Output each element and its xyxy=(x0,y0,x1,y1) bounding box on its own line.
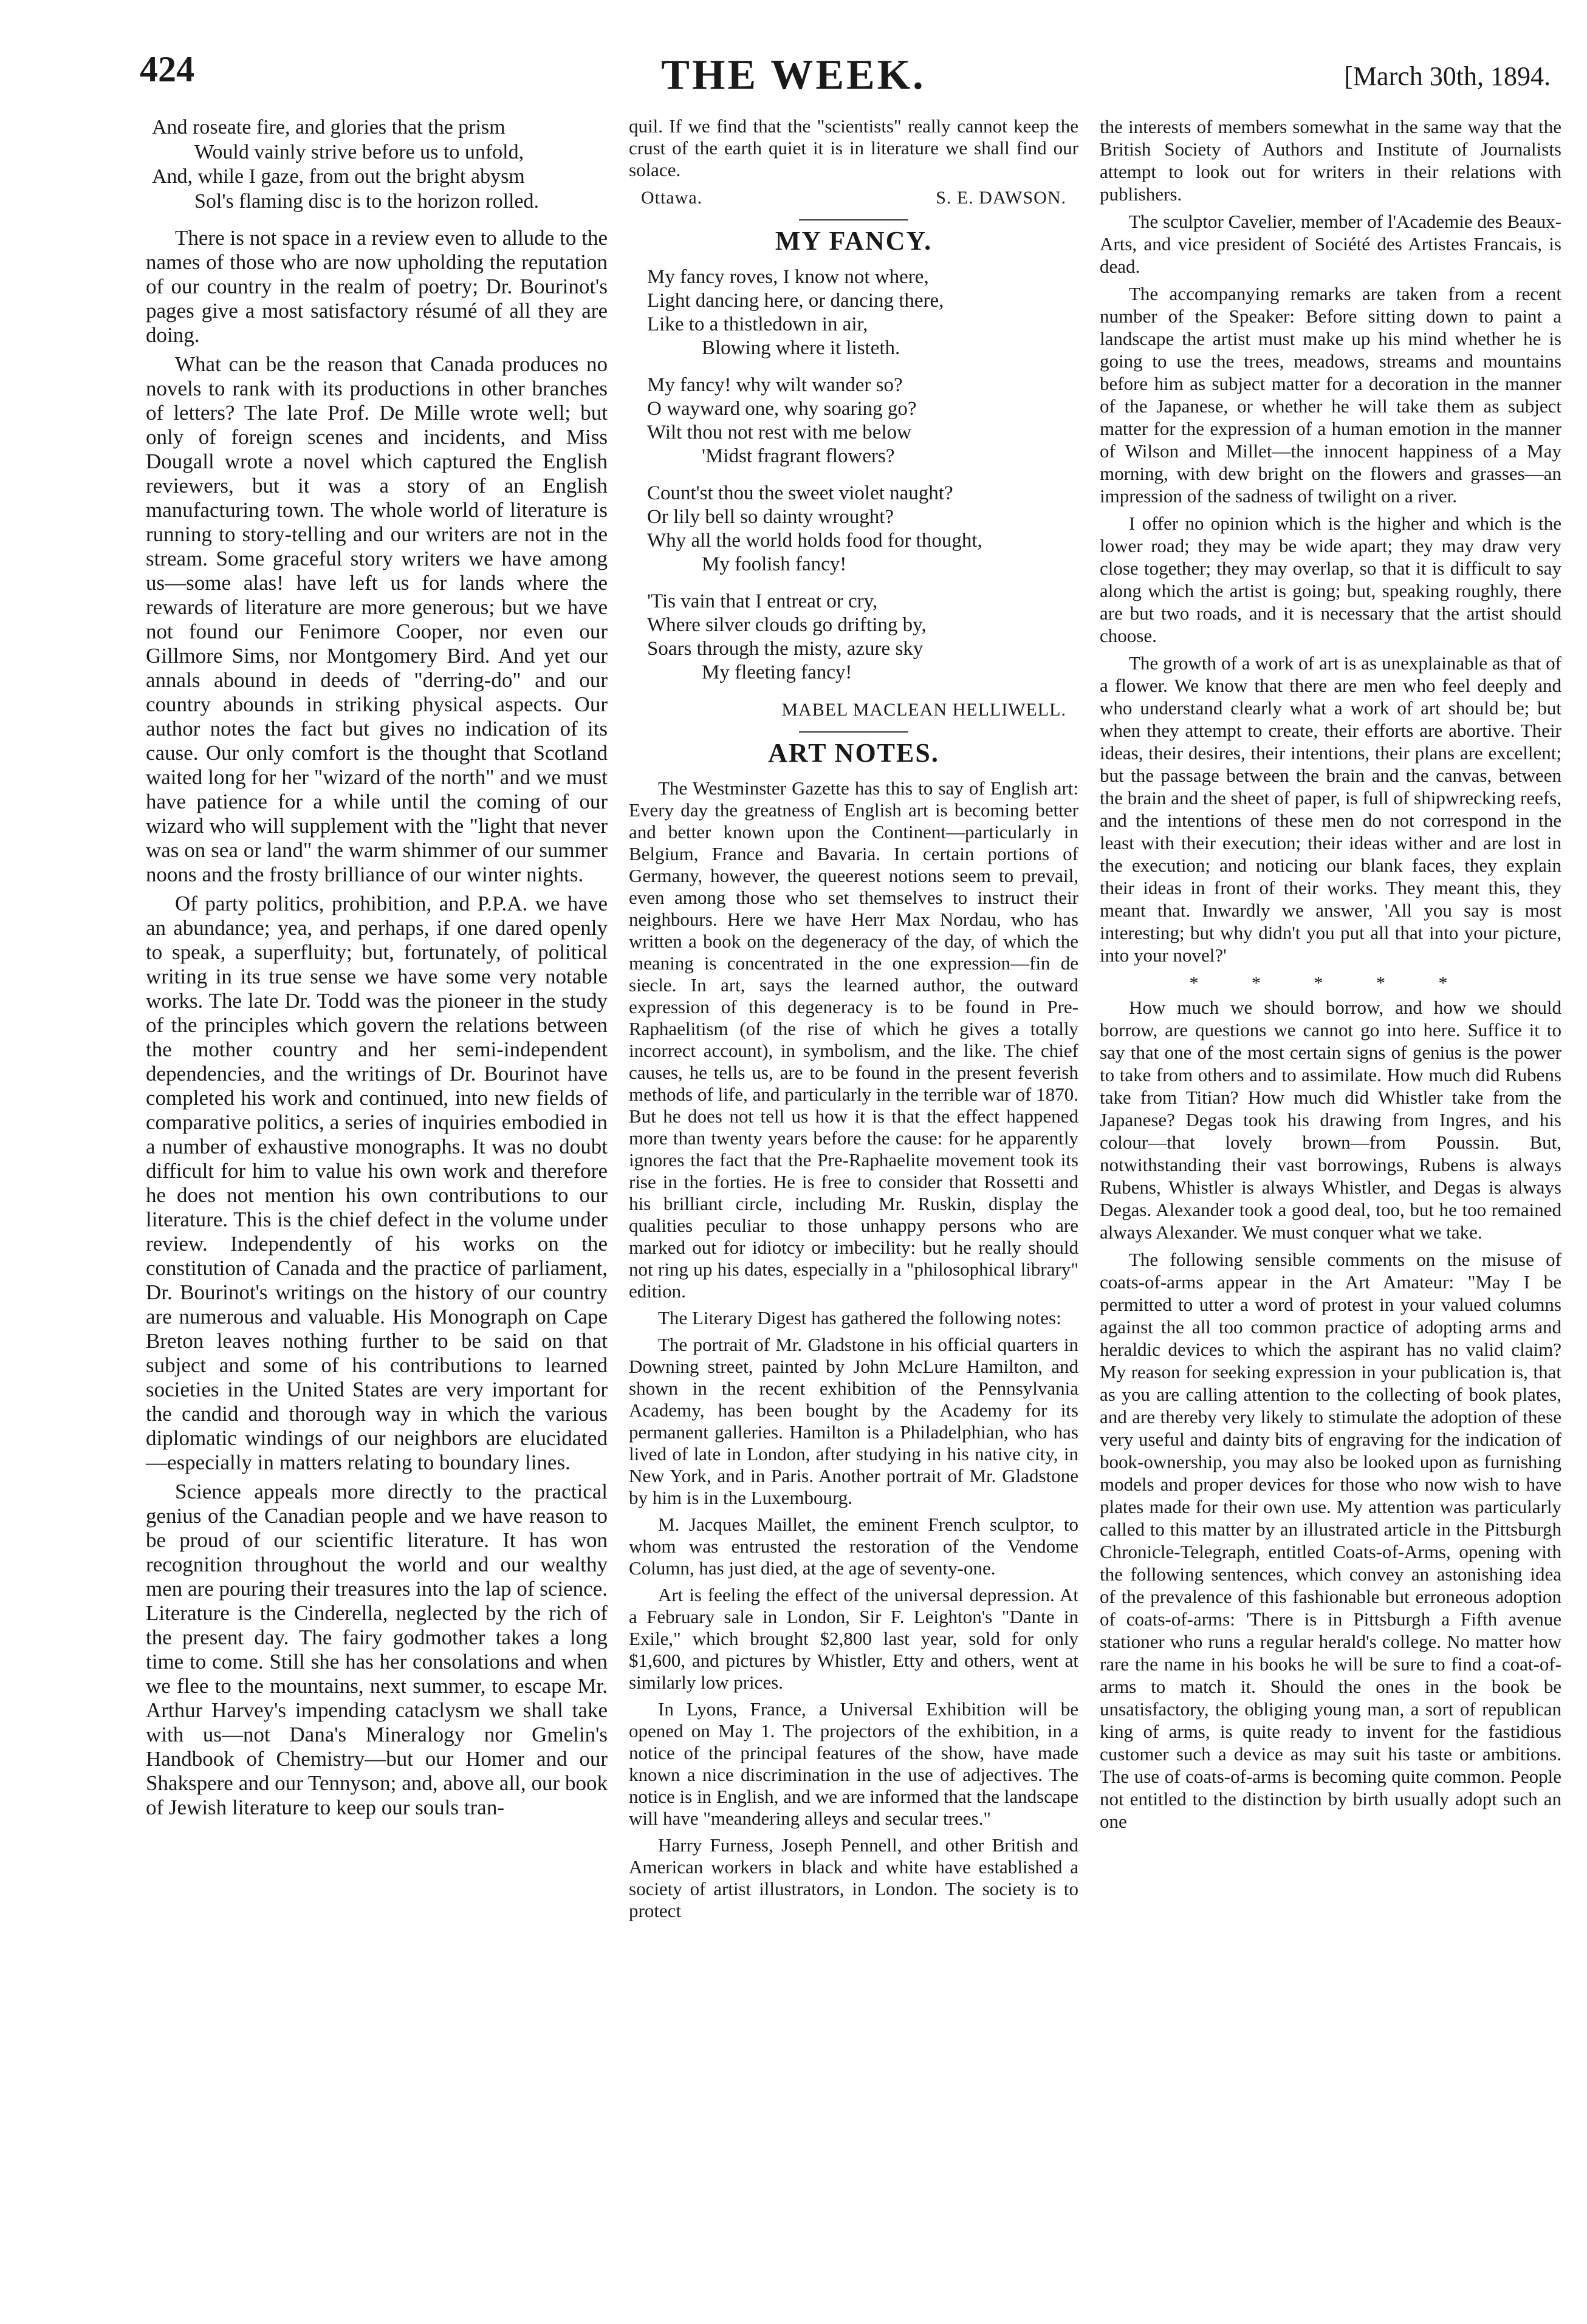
signature-name: S. E. DAWSON. xyxy=(936,188,1066,208)
poem-line: 'Tis vain that I entreat or cry, xyxy=(647,590,878,612)
poem-line: Light dancing here, or dancing there, xyxy=(647,290,944,312)
paragraph: the interests of members somewhat in the same way that the British Society of Authors and Institute of Journalists attempt to look out for writers in their relations with publishers. xyxy=(1100,116,1561,205)
poem-line: My fancy roves, I know not where, xyxy=(647,266,929,288)
section-title: ART NOTES. xyxy=(768,737,939,768)
masthead: THE WEEK. xyxy=(661,52,926,98)
poem-line: O wayward one, why soaring go? xyxy=(647,398,917,420)
paragraph: Science appeals more directly to the practical genius of the Canadian people and we have reason to be proud of our scientific literature. It has won recognition throughout the world and our wealthy men are pouring their treasures into the lap of science. Literature is the Cinderella, neglected by the rich of the present day. The fairy godmother takes a long time to come. Still she has her consolations and when we flee to the mountains, next summer, to escape Mr. Arthur Harvey's impending cataclysm we shall take with us—not Dana's Mineralogy nor Gmelin's Handbook of Chemistry—but our Homer and our Shakspere and our Tennyson; and, above all, our book of Jewish literature to keep our souls tran- xyxy=(146,1480,608,1819)
issue-date: [March 30th, 1894. xyxy=(1344,61,1551,91)
paragraph: The Literary Digest has gathered the following notes: xyxy=(658,1307,1061,1328)
poem-stanza xyxy=(647,374,1078,468)
poem-line: Count'st thou the sweet violet naught? xyxy=(647,482,953,504)
poem-stanza xyxy=(647,482,1078,576)
column-2 xyxy=(629,115,1078,1927)
poem-line: Soars through the misty, azure sky xyxy=(647,638,924,660)
paragraph: Of party politics, prohibition, and P.P.A. we have an abundance; yea, and perhaps, if one dared openly to speak, a superfluity; but, fortunately, of political writing in its true sense we have some very notable works. The late Dr. Todd was the pioneer in the study of the principles which govern the relations between the mother country and her semi-independent dependencies, and the writings of Dr. Bourinot have completed his work and continued, into new fields of comparative politics, a series of inquiries embodied in a number of exhaustive monographs. It was no doubt difficult for him to value his own work and therefore he does not mention his own contributions to our literature. This is the chief defect in the volume under review. Independently of his works on the constitution of Canada and the practice of parliament, Dr. Bourinot's writings on the history of our country are numerous and valuable. His Monograph on Cape Breton leaves nothing further to be said on that subject and some of his contributions to learned societies in the United States are very important for the candid and thorough way in which the various diplomatic windings of our neighbors are elucidated—especially in matters relating to boundary lines. xyxy=(146,892,608,1474)
poem-line: Where silver clouds go drifting by, xyxy=(647,614,927,636)
signature xyxy=(641,186,1066,211)
paragraph: There is not space in a review even to allude to the names of those who are now upholding the reputation of our country in the realm of poetry; Dr. Bourinot's pages give a most satisfactory résumé of all they are doing. xyxy=(146,226,608,347)
paragraph: The following sensible comments on the misuse of coats-of-arms appear in the Art Amateur: "May I be permitted to utter a word of protest in your valued columns against the all too common practice of adopting arms and heraldic devices to which the aspirant has no valid claim? My reason for seeking expression in your publication is, that as you are calling attention to the collecting of book plates, and are thereby very likely to stimulate the adoption of these very useful and dainty bits of engraving for the indication of book-ownership, you may also be looked upon as furnishing models and proper devices for those who now wish to have plates made for their own use. My attention was particularly called to this matter by an illustrated article in the Pittsburgh Chronicle-Telegraph, entitled Coats-of-Arms, opening with the following sentences, which convey an astonishing idea of the prevalence of this fashionable but erroneous adoption of coats-of-arms: 'There is in Pittsburgh a Fifth avenue stationer who runs a regular herald's college. No matter how rare the name in his books he will be sure to find a coat-of-arms to match it. Should the ones in the book be unsatisfactory, the obliging young man, a sort of republican king of arms, is quite ready to invent for the fastidious customer such a device as may suit his taste or ambitions. The use of coats-of-arms is becoming quite common. People not entitled to the distinction by birth usually adopt such an one xyxy=(1100,1248,1561,1832)
signature-place: Ottawa. xyxy=(641,188,703,208)
poem-title: MY FANCY. xyxy=(775,225,933,256)
poem-line: My foolish fancy! xyxy=(702,553,847,575)
verse-fragment xyxy=(152,115,608,214)
verse-line: Sol's flaming disc is to the horizon rolled. xyxy=(194,190,540,213)
paragraph: The Westminster Gazette has this to say of English art: Every day the greatness of English art is becoming better and better known upon the Continent—particularly in Belgium, France and Bavaria. In certain portions of Germany, however, the queerest notions seem to prevail, even among those who set themselves to instruct their neighbours. Here we have Herr Max Nordau, who has written a book on the degeneracy of the day, of which the meaning is concentrated in the one expression—fin de siecle. In art, says the learned author, the outward expression of this degeneracy is to be found in Pre-Raphaelitism (of the rise of which he gives a totally incorrect account), in symbolism, and the like. The chief causes, he tells us, are to be found in the present feverish methods of life, and particularly in the terrible war of 1870. But he does not tell us how it is that the effect happened more than twenty years before the cause: for he apparently ignores the fact that the Pre-Raphaelite movement took its rise in the forties. He is free to consider that Rossetti and his brilliant circle, including Mr. Ruskin, display the qualities peculiar to those unhappy persons who are marked out for idiotcy or imbecility: but he really should not ring up his dates, especially in a "philosophical library" edition. xyxy=(629,778,1078,1302)
paragraph: Harry Furness, Joseph Pennell, and other British and American workers in black and white have established a society of artist illustrators, in London. The society is to protect xyxy=(629,1834,1078,1921)
poem-line: Why all the world holds food for thought, xyxy=(647,530,982,552)
page-number: 424 xyxy=(140,49,194,89)
paragraph: In Lyons, France, a Universal Exhibition will be opened on May 1. The projectors of the exhibition, in a notice of the principal features of the show, have made known a nice discrimination in the use of adjectives. The notice is in English, and we are informed that the landscape will have "meandering alleys and secular trees." xyxy=(629,1698,1078,1829)
paragraph: Art is feeling the effect of the universal depression. At a February sale in London, Sir F. Leighton's "Dante in Exile," which brought $2,800 last year, sold for only $1,600, and pictures by Whistler, Etty and others, went at similarly low prices. xyxy=(629,1584,1078,1693)
paragraph: The accompanying remarks are taken from a recent number of the Speaker: Before sitting down to paint a landscape the artist must make up his mind whether he is going to use the trees, meadows, streams and mountains before him as subject matter for a decoration in the manner of the Japanese, or whether he will take them as subject matter for the expression of a human emotion in the manner of Wilson and Millet—the innocent happiness of a May morning, with dew bright on the flowers and grasses—an impression of the sadness of twilight on a river. xyxy=(1100,283,1561,507)
poem-line: Like to a thistledown in air, xyxy=(647,313,868,335)
section-stars: * * * * * xyxy=(1189,973,1472,993)
paragraph: The growth of a work of art is as unexplainable as that of a flower. We know that there are men who feel deeply and who understand clearly what a work of art should be; but when they attempt to create, their efforts are abortive. Their ideas, their desires, their intentions, their plans are excellent; but the passage between the brain and the canvas, between the brain and the sheet of paper, is full of shipwrecking reefs, and the intentions of these men do not correspond in the least with their execution; their ideas wither and are lost in the execution; and noticing our blank faces, they explain their ideas in front of their works. They meant this, they meant that. Inwardly we answer, 'All you say is most interesting; but why didn't you put all that into your picture, into your novel?' xyxy=(1100,652,1561,966)
paragraph: I offer no opinion which is the higher and which is the lower road; they may be wide apart; they may draw very close together; they may overlap, so that it is difficult to say along which the artist is going; but, speaking roughly, there are but two roads, and it is necessary that the artist should choose. xyxy=(1100,513,1561,646)
paragraph: The sculptor Cavelier, member of l'Academie des Beaux-Arts, and vice president of Société des Artistes Francais, is dead. xyxy=(1100,211,1561,277)
poem-line: Blowing where it listeth. xyxy=(702,337,900,359)
verse-line: And, while I gaze, from out the bright abysm xyxy=(152,165,525,188)
poem-stanza xyxy=(647,590,1078,685)
column-3 xyxy=(1100,115,1561,1837)
poem-line: 'Midst fragrant flowers? xyxy=(702,445,895,467)
poem-line: Wilt thou not rest with me below xyxy=(647,422,911,443)
poem-line: Or lily bell so dainty wrought? xyxy=(647,506,894,528)
poem-author: MABEL MACLEAN HELLIWELL. xyxy=(781,700,1066,720)
poem-stanza xyxy=(647,265,1078,360)
column-1 xyxy=(146,115,608,1825)
paragraph: quil. If we find that the "scientists" really cannot keep the crust of the earth quiet it is in literature we shall find our solace. xyxy=(629,115,1078,180)
divider xyxy=(799,219,908,220)
paragraph: The portrait of Mr. Gladstone in his official quarters in Downing street, painted by John McLure Hamilton, and shown in the recent exhibition of the Pennsylvania Academy, has been bought by the Academy for its permanent galleries. Hamilton is a Philadelphian, who has lived of late in London, after studying in his native city, in New York, and in Paris. Another portrait of Mr. Gladstone by him is in the Luxembourg. xyxy=(629,1334,1078,1508)
verse-line: Would vainly strive before us to unfold, xyxy=(194,140,524,163)
paragraph: How much we should borrow, and how we should borrow, are questions we cannot go into here. Suffice it to say that one of the most certain signs of genius is the power to take from others and to assimilate. How much did Rubens take from Titian? How much did Whistler take from the Japanese? Degas took his drawing from Ingres, and his colour—that lovely brown—from Poussin. But, notwithstanding their vast borrowings, Rubens is always Rubens, Whistler is always Whistler, and Degas is always Degas. Alexander took a good deal, too, but he too remained always Alexander. We must conquer what we take. xyxy=(1100,996,1561,1243)
paragraph: What can be the reason that Canada produces no novels to rank with its productions in other branches of letters? The late Prof. De Mille wrote well; but only of foreign scenes and incidents, and Miss Dougall wrote a novel which captured the English reviewers, but it was a story of an English manufacturing town. The whole world of literature is running to story-telling and our writers are not in the stream. Some graceful story writers we have among us—some alas! have left us for lands where the rewards of literature are more generous; but we have not found our Fenimore Cooper, nor even our Gillmore Sims, nor Montgomery Bird. And yet our annals abound in deeds of "derring-do" and our country abounds in striking physical aspects. Our author notes the fact but gives no indication of its cause. Our only comfort is the thought that Scotland waited long for her "wizard of the north" and we must have patience for a while until the coming of our wizard who will supplement with the "light that never was on sea or land" the warm shimmer of our summer noons and the frosty brilliance of our winter nights. xyxy=(146,352,608,886)
verse-line: And roseate fire, and glories that the prism xyxy=(152,116,506,138)
paragraph: M. Jacques Maillet, the eminent French sculptor, to whom was entrusted the restoration of the Vendome Column, has just died, at the age of seventy-one. xyxy=(629,1514,1078,1579)
page-header xyxy=(0,24,1587,109)
divider xyxy=(799,731,908,733)
poem-line: My fancy! why wilt wander so? xyxy=(647,374,903,396)
poem-line: My fleeting fancy! xyxy=(702,661,852,683)
